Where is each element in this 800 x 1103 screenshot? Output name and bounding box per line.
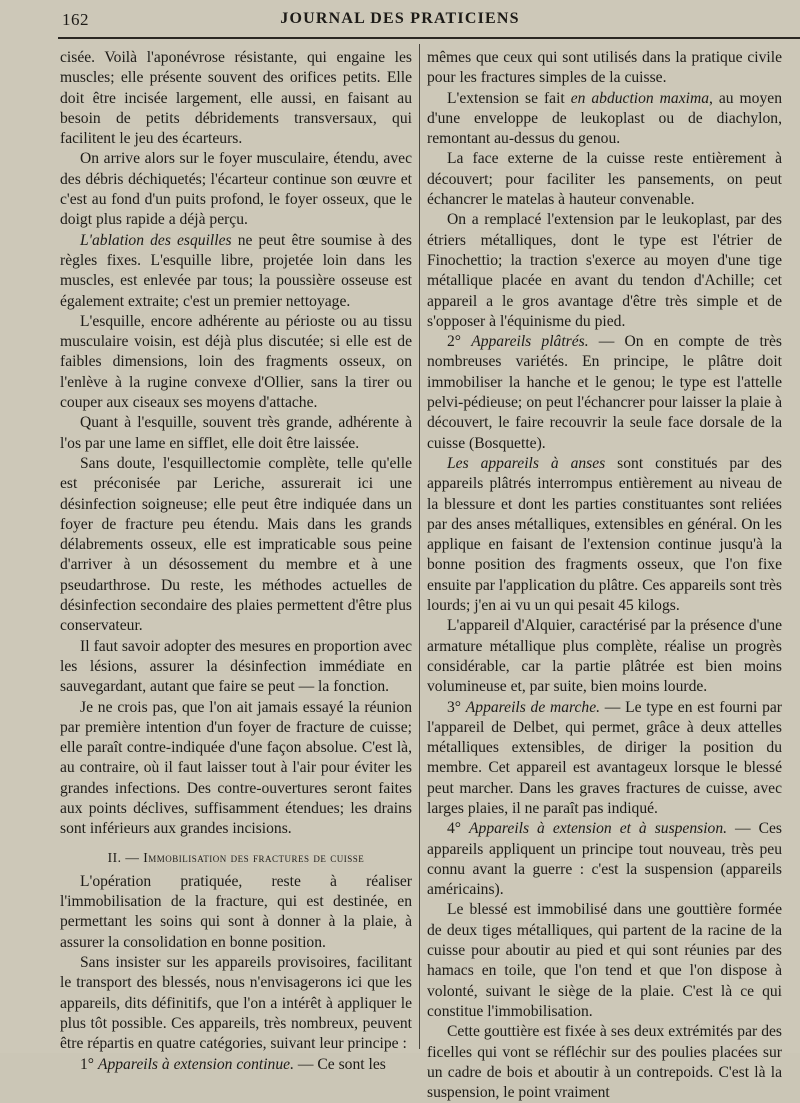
paragraph: Il faut savoir adopter des mesures en proportion avec les lésions, assurer la désinfection immédiate en sauvegardant, autant que faire se peut — la fonction. (60, 637, 412, 696)
paragraph: L'esquille, encore adhérente au périoste ou au tissu musculaire voisin, est déjà plus discutée; si elle est de faibles dimensions, loin des fragments osseux, on l'enlève à la rugine convexe d'Ollier, sans la tirer ou couper aux ciseaux ses moyens d'attache. (60, 312, 412, 412)
paragraph: L'opération pratiquée, reste à réaliser l'immobilisation de la fracture, qui est destinée, en permettant les soins qui sont à donner à la plaie, à assurer la consolidation en bonne position. (60, 872, 412, 951)
paragraph: L'appareil d'Alquier, caractérisé par la présence d'une armature métallique plus complète, réalise un progrès considérable, car la partie plâtrée est bien moins volumineuse et, par suite, bien moins lourde. (427, 617, 782, 696)
italic-lead: Appareils à extension continue. (97, 1055, 294, 1073)
left-column (60, 48, 412, 1075)
paragraph: Je ne crois pas, que l'on ait jamais essayé la réunion par première intention d'un foyer de fracture de cuisse; elle paraît contre-indiquée d'une façon absolue. C'est là, au contraire, où il faut laisser tout à l'air pour éviter les grandes infections. Des contre-ouvertures seront faites aux points déclives, suffisamment étendues; les drains sont inférieurs aux grandes incisions. (60, 698, 412, 838)
running-header (0, 10, 800, 34)
paragraph: Les appareils à anses sont constitués par des appareils plâtrés interrompus entièrement au niveau de la blessure et dont les parties constituantes sont reliées par des anses métalliques, extensibles en général. On les applique en faisant de l'extension continue jusqu'à la bonne position des fragments osseux, que l'on fixe ensuite par l'application du plâtre. Ces appareils sont très lourds; j'en ai vu un qui pesait 45 kilogs. (427, 454, 783, 615)
paragraph: On a remplacé l'extension par le leukoplast, par des étriers métalliques, dont le type est l'étrier de Finochettio; la traction s'exerce au moyen d'une tige métallique placée en avant du tendon d'Achille; cet appareil a le gros avantage d'être très simple et de s'opposer à l'équinisme du pied. (427, 211, 782, 330)
page-number: 162 (62, 10, 89, 29)
italic-lead: Appareils plâtrés. (471, 333, 589, 351)
paragraph: Quant à l'esquille, souvent très grande, adhérente à l'os par une lame en sifflet, elle doit être laissée. (60, 414, 412, 452)
paragraph: La face externe de la cuisse reste entièrement à découvert; pour faciliter les pansements, on peut échancrer le matelas à hauteur convenable. (427, 150, 782, 209)
paragraph: On arrive alors sur le foyer musculaire, étendu, avec des débris déchiquetés; l'écarteur continue son œuvre et c'est au fond d'un puits profond, le foyer osseux, que le doigt plus rapide a déjà perçu. (60, 150, 412, 229)
paragraph: 3° Appareils de marche. — Le type en est fourni par l'appareil de Delbet, qui permet, grâce à deux attelles métalliques extensibles, de diriger la position du membre. Cet appareil est avantageux lorsque le blessé peut marcher. Dans les graves fractures de cuisse, avec larges plaies, il ne paraît pas indiqué. (427, 698, 782, 817)
paragraph: L'ablation des esquilles ne peut être soumise à des règles fixes. L'esquille libre, projetée loin dans les muscles, est enlevée par tous; la poussière osseuse est également extraite; c'est un premier nettoyage. (60, 231, 412, 310)
journal-title: JOURNAL DES PRATICIENS (280, 10, 520, 27)
paragraph: Cette gouttière est fixée à ses deux extrémités par des ficelles qui vont se réfléchir sur des poulies placées sur un cadre de bois et aboutir à un contrepoids. C'est là la suspension, le point vraiment (427, 1023, 782, 1102)
paragraph: cisée. Voilà l'aponévrose résistante, qui engaine les muscles; elle présente souvent des orifices petits. Elle doit être incisée largement, elle aussi, en faisant au besoin de petits débridements transversaux, qui facilitent le jeu des écarteurs. (60, 49, 412, 148)
paragraph: Sans insister sur les appareils provisoires, facilitant le transport des blessés, nous n'envisagerons ici que les appareils, dits définitifs, que l'on a intérêt à appliquer le plus tôt possible. Ces appareils, très nombreux, peuvent être répartis en quatre catégories, suivant leur principe : (60, 954, 412, 1053)
paragraph: L'extension se fait en abduction maxima, au moyen d'une enveloppe de leukoplast ou de diachylon, remontant au-dessus du genou. (427, 89, 782, 148)
paragraph: Le blessé est immobilisé dans une gouttière formée de deux tiges métalliques, qui partent de la racine de la cuisse pour aboutir au pied et qui sont réunies par des hamacs en toile, que l'on tend et que l'on dispose à volonté, suivant le siège de la plaie. C'est là ce qui constitue l'immobilisation. (427, 901, 782, 1020)
italic-lead: Les appareils à anses (447, 454, 606, 472)
italic-phrase: en abduction maxima (570, 89, 710, 107)
column-divider (419, 44, 420, 1049)
paragraph: Sans doute, l'esquillectomie complète, telle qu'elle est préconisée par Leriche, assurerait ici une désinfection soigneuse; elle peut être indiquée dans un foyer de fracture peu étendu. Mais dans les grands délabrements osseux, elle est impraticable sous peine d'arriver à un désossement du membre et à une pseudarthrose. Du reste, les méthodes actuelles de désinfection secondaire des plaies permettent d'être plus conservateur. (60, 454, 412, 635)
header-rule (58, 37, 800, 39)
italic-lead: Appareils à extension et à suspension. (469, 820, 728, 838)
paragraph: 4° Appareils à extension et à suspension. — Ces appareils appliquent un principe tout nouveau, très peu connu avant la guerre : c'est la suspension (appareils américains). (427, 820, 782, 899)
italic-lead: Appareils de marche. (465, 698, 601, 716)
paragraph: mêmes que ceux qui sont utilisés dans la pratique civile pour les fractures simples de la cuisse. (427, 49, 782, 87)
paragraph: 2° Appareils plâtrés. — On en compte de très nombreuses variétés. En principe, le plâtre doit immobiliser la hanche et le genou; le type est l'attelle pelvi-pédieuse; on peut l'échancrer pour laisser la plaie à découvert, le faire recouvrir la seule face dorsale de la cuisse (Bosquette). (427, 333, 782, 452)
paragraph: 1° Appareils à extension continue. — Ce sont les (80, 1055, 386, 1073)
right-column (427, 48, 782, 1103)
section-heading: II. — Immobilisation des fractures de cuisse (107, 849, 365, 865)
italic-lead: L'ablation des esquilles (80, 231, 232, 249)
